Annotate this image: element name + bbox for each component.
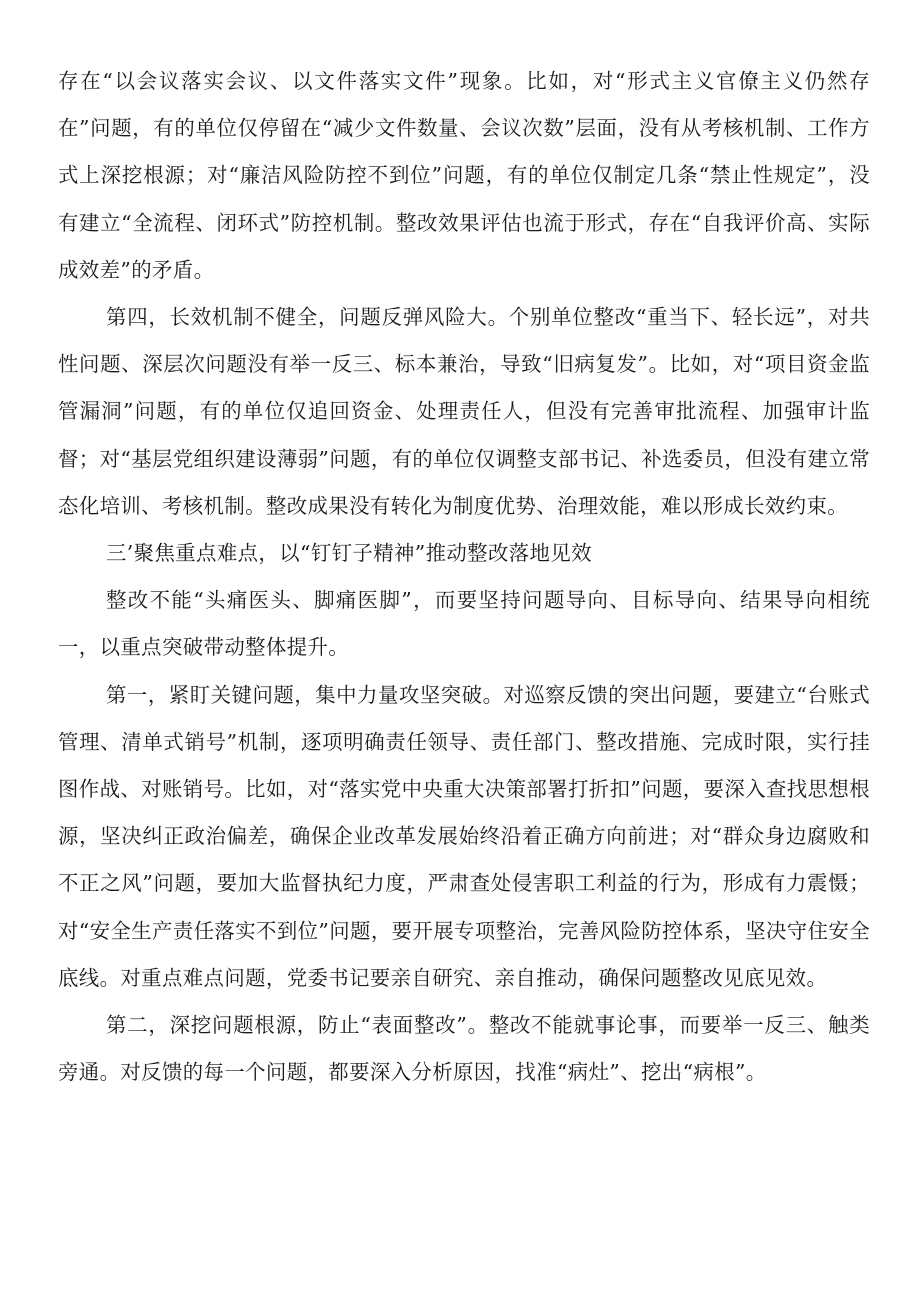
paragraph-section-intro: 整改不能“头痛医头、脚痛医脚”，而要坚持问题导向、目标导向、结果导向相统一，以重点突破带动整体提升。 bbox=[58, 588, 870, 660]
section-heading-three: 三’聚焦重点难点，以“钉钉子精神”推动整改落地见效 bbox=[106, 541, 592, 566]
paragraph-fourth-point: 第四，长效机制不健全，问题反弹风险大。个别单位整改“重当下、轻长远”，对共性问题、深层次问题没有举一反三、标本兼治，导致“旧病复发”。比如，对“项目资金监管漏洞”问题，有的单位仅追回资金、处理责任人，但没有完善审批流程、加强审计监督；对“基层党组织建设薄弱”问题，有的单位仅调整支部书记、补选委员，但没有建立常态化培训、考核机制。整改成果没有转化为制度优势、治理效能，难以形成长效约束。 bbox=[58, 305, 870, 518]
paragraph-continued: 存在“以会议落实会议、以文件落实文件”现象。比如，对“形式主义官僚主义仍然存在”问题，有的单位仅停留在“减少文件数量、会议次数”层面，没有从考核机制、工作方式上深挖根源；对“廉洁风险防控不到位”问题，有的单位仅制定几条“禁止性规定”，没有建立“全流程、闭环式”防控机制。整改效果评估也流于形式，存在“自我评价高、实际成效差”的矛盾。 bbox=[58, 69, 870, 282]
paragraph-second-point: 第二，深挖问题根源，防止“表面整改”。整改不能就事论事，而要举一反三、触类旁通。对反馈的每一个问题，都要深入分析原因，找准“病灶”、挖出“病根”。 bbox=[58, 1013, 870, 1085]
document-page bbox=[58, 58, 870, 1096]
paragraph-first-point: 第一，紧盯关键问题，集中力量攻坚突破。对巡察反馈的突出问题，要建立“台账式管理、清单式销号”机制，逐项明确责任领导、责任部门、整改措施、完成时限，实行挂图作战、对账销号。比如，对“落实党中央重大决策部署打折扣”问题，要深入查找思想根源，坚决纠正政治偏差，确保企业改革发展始终沿着正确方向前进；对“群众身边腐败和不正之风”问题，要加大监督执纪力度，严肃查处侵害职工利益的行为，形成有力震慑；对“安全生产责任落实不到位”问题，要开展专项整治，完善风险防控体系，坚决守住安全底线。对重点难点问题，党委书记要亲自研究、亲自推动，确保问题整改见底见效。 bbox=[58, 682, 870, 990]
